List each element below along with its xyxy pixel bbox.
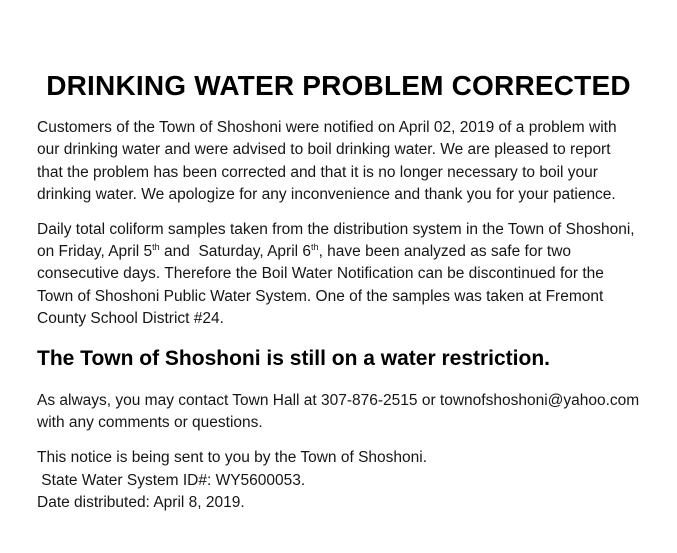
- paragraph-samples: [37, 219, 640, 331]
- text-line: County School District #24.: [37, 310, 224, 328]
- page-title: DRINKING WATER PROBLEM CORRECTED: [46, 70, 631, 101]
- paragraph-contact: [37, 390, 640, 435]
- text-line: with any comments or questions.: [37, 414, 263, 432]
- text-line: Daily total coliform samples taken from the distribution system in the Town of Shoshoni,: [37, 220, 635, 238]
- text-line: consecutive days. Therefore the Boil Water Notification can be discontinued for the: [37, 265, 604, 283]
- text-line: As always, you may contact Town Hall at 307-876-2515 or townofshoshoni@yahoo.com: [37, 391, 640, 409]
- text-line: [37, 241, 640, 263]
- text-line: This notice is being sent to you by the Town of Shoshoni.: [37, 449, 428, 467]
- ordinal-superscript: th: [152, 241, 160, 252]
- text-segment: and Saturday, April 6: [159, 243, 312, 261]
- ordinal-superscript: th: [311, 241, 319, 252]
- text-segment: on Friday, April 5: [37, 243, 153, 261]
- text-line: that the problem has been corrected and that it is no longer necessary to boil your: [37, 163, 598, 181]
- text-line: Date distributed: April 8, 2019.: [37, 494, 245, 512]
- text-line: Town of Shoshoni Public Water System. One of the samples was taken at Fremont: [37, 287, 604, 305]
- text-line: our drinking water and were advised to boil drinking water. We are pleased to report: [37, 141, 611, 159]
- text-segment: , have been analyzed as safe for two: [318, 243, 572, 261]
- text-line: State Water System ID#: WY5600053.: [37, 471, 306, 489]
- text-line: drinking water. We apologize for any inconvenience and thank you for your patience.: [37, 186, 616, 204]
- restriction-heading: The Town of Shoshoni is still on a water restriction.: [37, 346, 550, 370]
- paragraph-footer: [37, 447, 640, 514]
- text-line: Customers of the Town of Shoshoni were notified on April 02, 2019 of a problem with: [37, 119, 617, 136]
- paragraph-notification: [37, 117, 640, 207]
